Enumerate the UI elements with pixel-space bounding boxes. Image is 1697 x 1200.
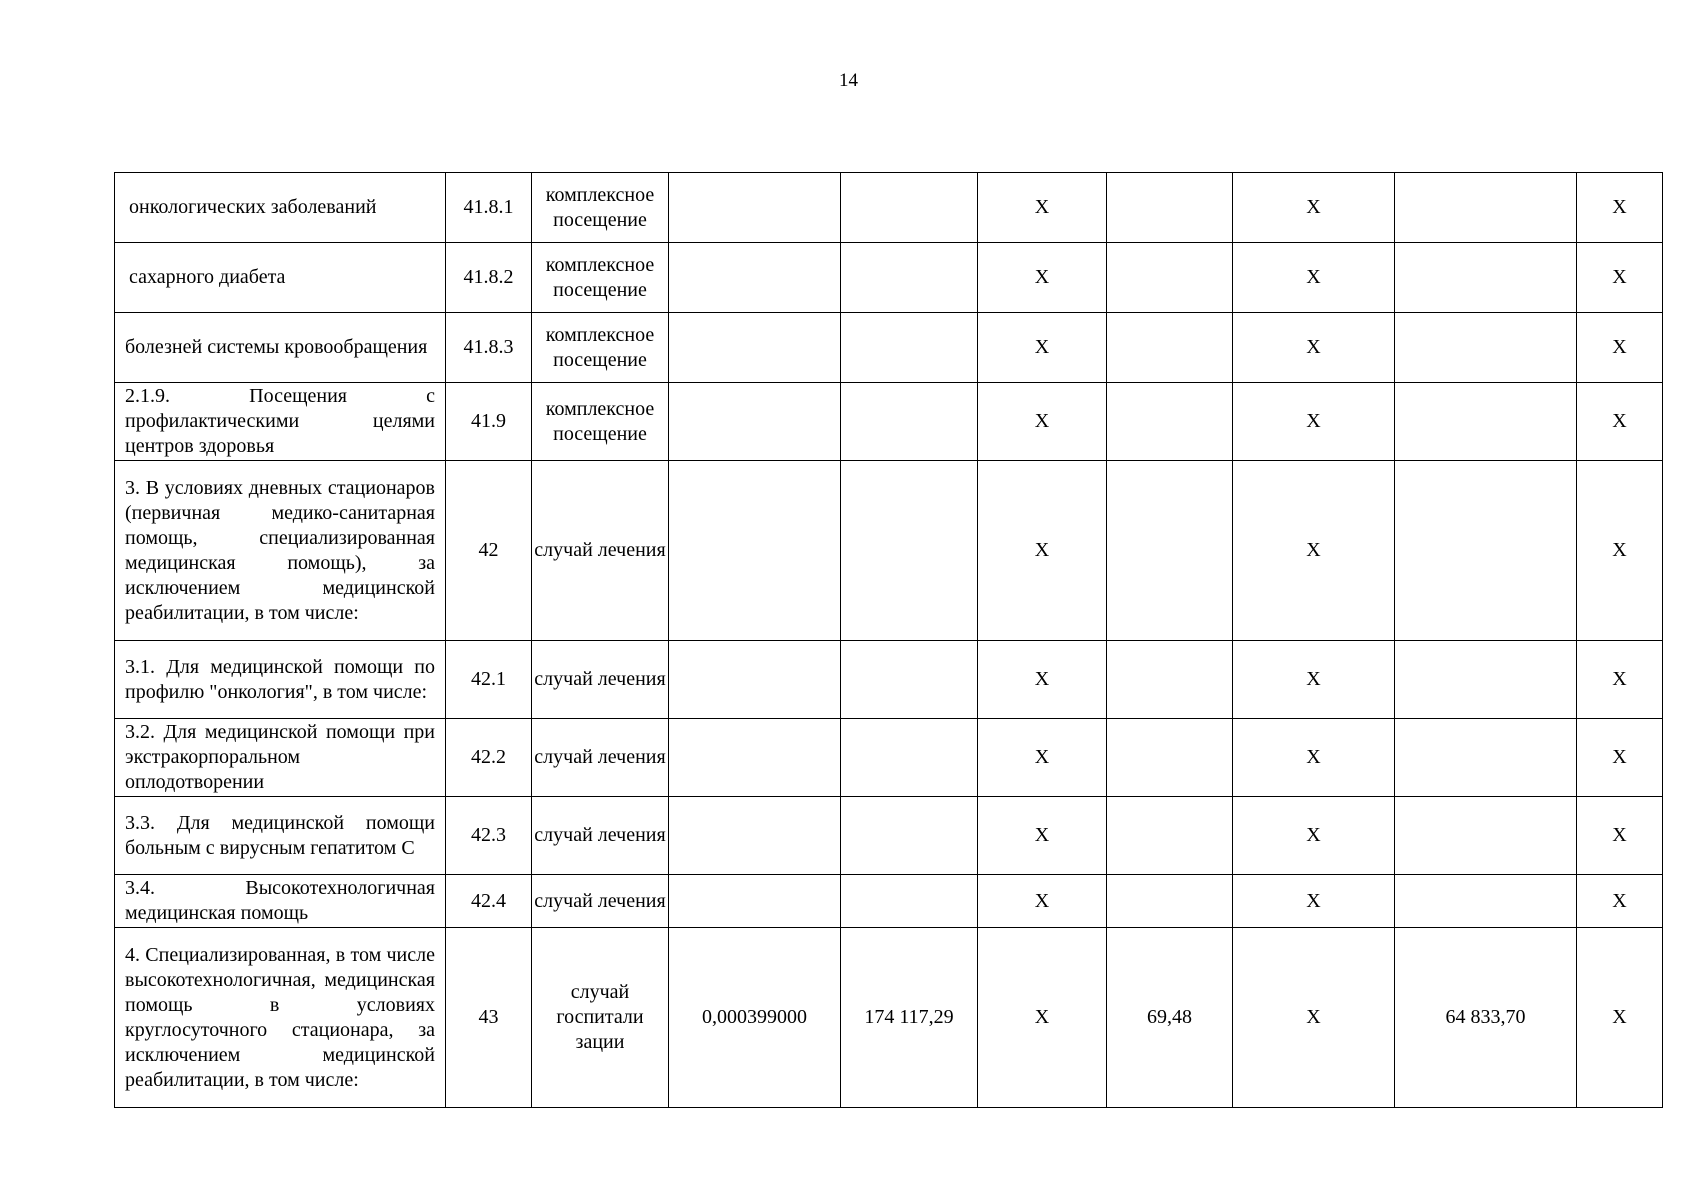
row-name-cell: 3.1. Для медицинской помощи по профилю "онкология", в том числе: [115,641,446,719]
row-col8-cell: Х [1233,719,1395,797]
row-col10-cell: Х [1577,173,1663,243]
row-col6-cell: Х [978,313,1107,383]
row-unit-cell: комплексное посещение [532,383,669,461]
row-col8-cell: Х [1233,641,1395,719]
row-col8-cell: Х [1233,313,1395,383]
table-row [115,719,1663,797]
row-col6-cell: Х [978,875,1107,928]
row-unit-cell: случай лечения [532,875,669,928]
row-unit-cell: случай лечения [532,461,669,641]
row-code-cell: 42.1 [446,641,532,719]
table-row [115,313,1663,383]
row-unit-cell: случай лечения [532,797,669,875]
row-code-cell: 42.2 [446,719,532,797]
row-col5-cell [841,719,978,797]
row-col9-cell [1395,641,1577,719]
row-col10-cell: Х [1577,461,1663,641]
row-col8-cell: Х [1233,928,1395,1108]
table-row [115,641,1663,719]
row-col4-cell [669,173,841,243]
row-col9-cell [1395,875,1577,928]
row-col9-cell [1395,719,1577,797]
row-col4-cell [669,313,841,383]
row-col8-cell: Х [1233,875,1395,928]
row-col5-cell [841,641,978,719]
row-col9-cell [1395,243,1577,313]
row-col4-cell [669,641,841,719]
table-row [115,243,1663,313]
row-name-cell: онкологических заболеваний [115,173,446,243]
row-col9-cell [1395,461,1577,641]
row-col9-cell [1395,797,1577,875]
row-col4-cell [669,797,841,875]
row-col6-cell: Х [978,243,1107,313]
row-col9-cell [1395,313,1577,383]
row-col10-cell: Х [1577,719,1663,797]
table-row [115,797,1663,875]
row-col8-cell: Х [1233,243,1395,313]
row-code-cell: 42.4 [446,875,532,928]
row-code-cell: 41.9 [446,383,532,461]
row-unit-cell: случай госпитали зации [532,928,669,1108]
row-col7-cell: 69,48 [1107,928,1233,1108]
row-col4-cell [669,719,841,797]
row-code-cell: 42 [446,461,532,641]
row-col4-cell [669,875,841,928]
row-col6-cell: Х [978,461,1107,641]
row-col10-cell: Х [1577,797,1663,875]
row-col7-cell [1107,313,1233,383]
row-unit-cell: случай лечения [532,719,669,797]
row-col8-cell: Х [1233,173,1395,243]
row-col5-cell [841,383,978,461]
row-col5-cell [841,875,978,928]
row-col4-cell [669,383,841,461]
row-col5-cell [841,243,978,313]
row-name-cell: болезней системы кровообращения [115,313,446,383]
table-row [115,875,1663,928]
table-row [115,173,1663,243]
row-name-cell: сахарного диабета [115,243,446,313]
row-code-cell: 41.8.3 [446,313,532,383]
row-col10-cell: Х [1577,928,1663,1108]
row-col7-cell [1107,243,1233,313]
row-code-cell: 43 [446,928,532,1108]
row-col10-cell: Х [1577,243,1663,313]
row-unit-cell: комплексное посещение [532,313,669,383]
row-col4-cell [669,243,841,313]
row-col7-cell [1107,797,1233,875]
row-col9-cell [1395,383,1577,461]
row-name-cell: 4. Специализированная, в том числе высокотехнологичная, медицинская помощь в условиях круглосуточного стационара, за исключением медицинской реабилитации, в том числе: [115,928,446,1108]
row-col9-cell [1395,173,1577,243]
row-col7-cell [1107,383,1233,461]
row-code-cell: 41.8.1 [446,173,532,243]
row-unit-cell: случай лечения [532,641,669,719]
row-col10-cell: Х [1577,875,1663,928]
row-col6-cell: Х [978,641,1107,719]
row-code-cell: 41.8.2 [446,243,532,313]
row-col6-cell: Х [978,383,1107,461]
data-table [114,172,1663,1108]
row-col6-cell: Х [978,173,1107,243]
row-col5-cell [841,313,978,383]
row-col5-cell [841,173,978,243]
row-col10-cell: Х [1577,641,1663,719]
row-col7-cell [1107,461,1233,641]
row-col6-cell: Х [978,719,1107,797]
page-number: 14 [839,70,858,91]
row-col8-cell: Х [1233,797,1395,875]
row-name-cell: 3. В условиях дневных стационаров (первичная медико-санитарная помощь, специализированная медицинская помощь), за исключением медицинской реабилитации, в том числе: [115,461,446,641]
row-name-cell: 3.2. Для медицинской помощи при экстракорпоральном оплодотворении [115,719,446,797]
row-col4-cell [669,461,841,641]
row-col7-cell [1107,875,1233,928]
row-name-cell: 3.3. Для медицинской помощи больным с вирусным гепатитом С [115,797,446,875]
row-col7-cell [1107,719,1233,797]
row-col5-cell [841,797,978,875]
row-col9-cell: 64 833,70 [1395,928,1577,1108]
row-col10-cell: Х [1577,313,1663,383]
row-unit-cell: комплексное посещение [532,243,669,313]
row-unit-cell: комплексное посещение [532,173,669,243]
row-col6-cell: Х [978,797,1107,875]
table-row [115,383,1663,461]
table-row [115,928,1663,1108]
row-col5-cell: 174 117,29 [841,928,978,1108]
row-name-cell: 2.1.9. Посещения с профилактическими целями центров здоровья [115,383,446,461]
row-col4-cell: 0,000399000 [669,928,841,1108]
row-col8-cell: Х [1233,383,1395,461]
row-col7-cell [1107,641,1233,719]
row-col8-cell: Х [1233,461,1395,641]
row-col7-cell [1107,173,1233,243]
table-row [115,461,1663,641]
row-col10-cell: Х [1577,383,1663,461]
row-name-cell: 3.4. Высокотехнологичная медицинская помощь [115,875,446,928]
row-col6-cell: Х [978,928,1107,1108]
row-col5-cell [841,461,978,641]
row-code-cell: 42.3 [446,797,532,875]
